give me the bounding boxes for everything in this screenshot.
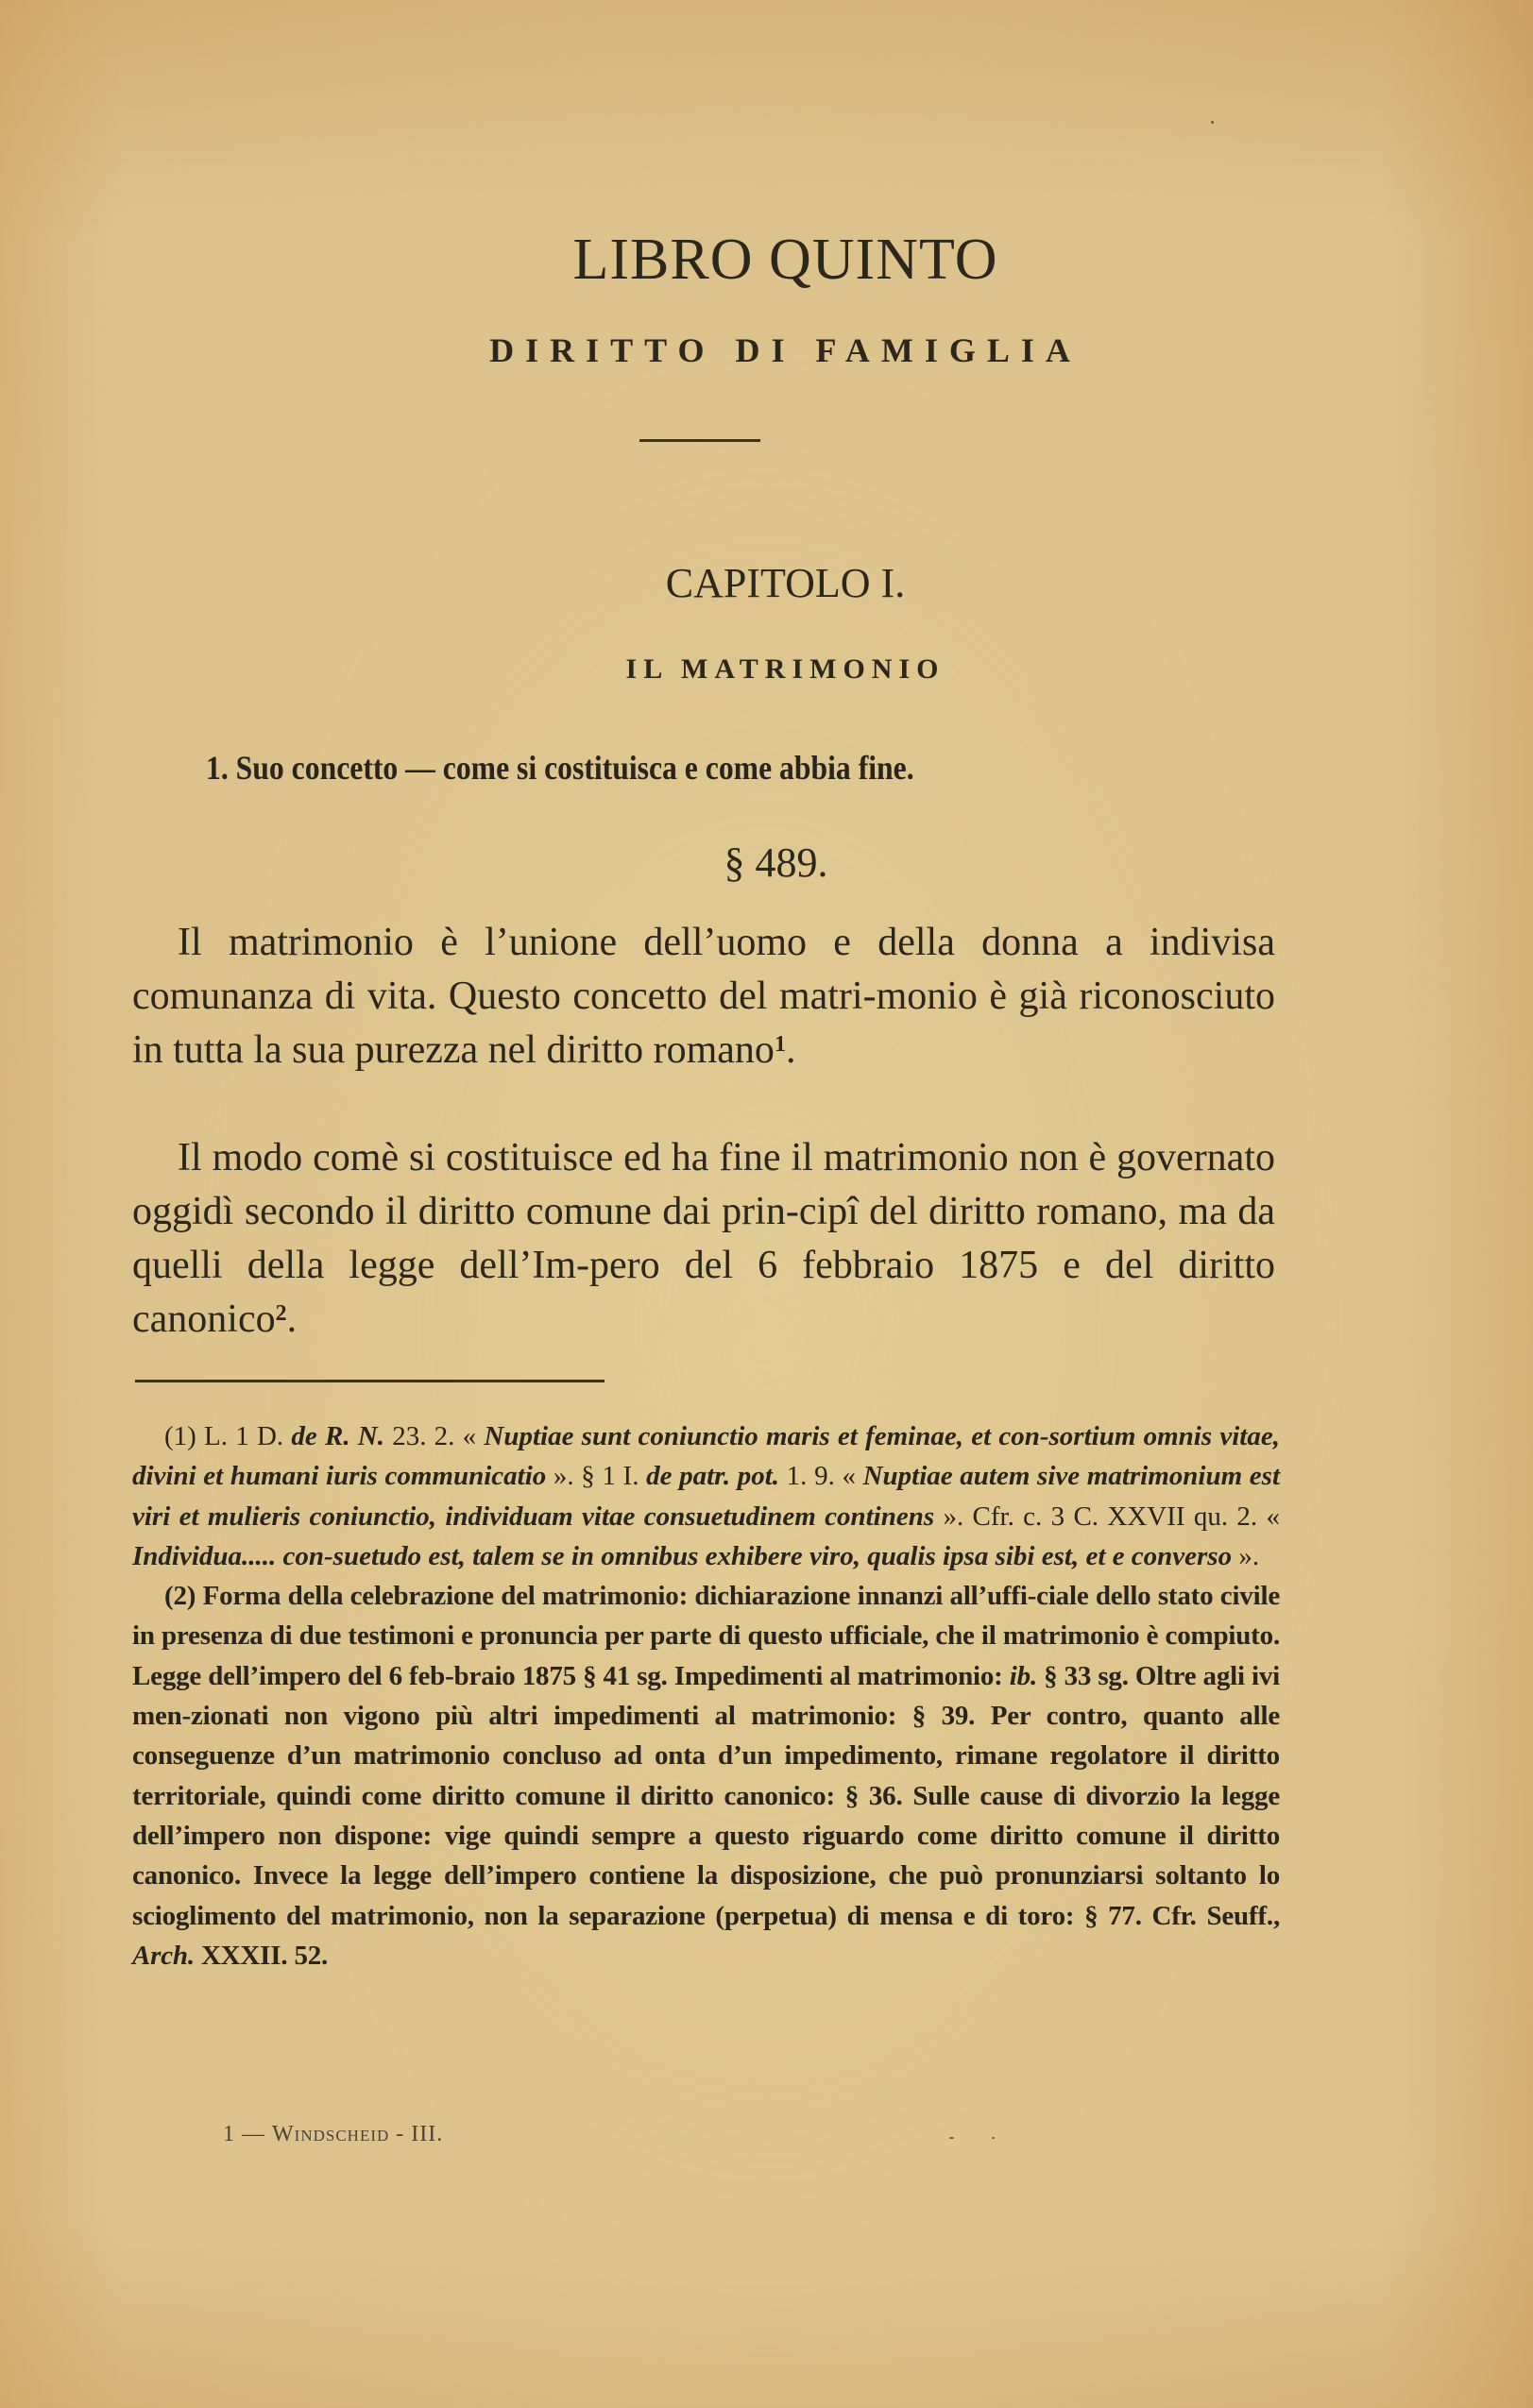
section-heading: 1. Suo concetto — come si costituisca e come abbia fine. (206, 749, 914, 787)
footnote-ref-2[interactable]: 2 (275, 1301, 287, 1326)
signature-sheet-number: 1 (223, 2122, 235, 2146)
footnote-text: ». (1232, 1540, 1260, 1571)
footnote-2 (132, 1576, 1280, 1976)
footnote-italic-text: Nuptiae autem sive matrimonium est viri et mulieris coniunctio, individuam vitae consuetudinem continens (132, 1461, 1280, 1532)
body-paragraph-2 (132, 1131, 1275, 1347)
paper-speck (1211, 121, 1214, 124)
footnote-text: 1. 9. « (779, 1461, 863, 1492)
footnote-separator-rule (135, 1380, 605, 1382)
body-paragraph-text: Il modo comè si costituisce ed ha fine il matrimonio non è governato oggidì secondo il diritto comune dai prin-cipî del diritto romano, ma da quelli della legge dell’Im-pero del 6 febbraio 1875 e del diritto canonico (132, 1136, 1275, 1341)
body-paragraph-1 (132, 916, 1275, 1077)
footnote-ref-1[interactable]: 1 (774, 1032, 786, 1057)
footnote-text: XXXII. 52. (194, 1940, 329, 1971)
footnote-text: § 33 sg. Oltre agli ivi men-zionati non vigono più altri impedimenti al matrimonio: § 39. Per contro, quanto alle conseguenze d’un matrimonio concluso ad onta d’un impedimento, rimane regolatore il diritto territoriale, quindi come diritto comune il diritto canonico: § 36. Sulle cause di divorzio la legge dell’impero non dispone: vige quindi sempre a questo riguardo come diritto comune il diritto canonico. Invece la legge dell’impero contiene la disposizione, che può pronunziarsi soltanto lo scioglimento del matrimonio, non la separazione (perpetua) di mensa e di toro: § 77. Cfr. Seuff., (132, 1660, 1280, 1931)
footnote-italic-text: de patr. pot. (646, 1461, 780, 1492)
paragraph-end: . (785, 1028, 796, 1072)
signature-dash: — (242, 2122, 265, 2146)
paper-speck (949, 2137, 954, 2139)
signature-author: Windscheid (272, 2122, 390, 2146)
footnote-text: ». § 1 I. (546, 1461, 647, 1492)
footnote-text: (1) L. 1 D. (164, 1421, 292, 1451)
footnote-text: 23. 2. « (383, 1421, 485, 1451)
signature-volume: - III. (396, 2122, 444, 2146)
footnote-italic-text: Individua..... con-suetudo est, talem se in omnibus exhibere viro, qualis ipsa sibi est, et e converso (132, 1540, 1233, 1571)
footnote-italic-text: ib. (1009, 1660, 1037, 1691)
book-subtitle: DIRITTO DI FAMIGLIA (489, 331, 1082, 369)
footnotes (132, 1416, 1280, 1976)
footnote-text: (2) Forma della celebrazione del matrimonio: dichiarazione innanzi all’uffi-ciale dello stato civile in presenza di due testimoni e pronuncia per parte di questo ufficiale, che il matrimonio è compiuto. Legge dell’impero del 6 feb-braio 1875 § 41 sg. Impedimenti al matrimonio: (132, 1581, 1280, 1691)
book-title: LIBRO QUINTO (572, 228, 998, 292)
body-paragraph-text: Il matrimonio è l’unione dell’uomo e della donna a indivisa comunanza di vita. Questo concetto del matri-monio è già riconosciuto in tutta la sua purezza nel diritto romano (132, 921, 1275, 1072)
paragraph-end: . (286, 1297, 298, 1341)
printer-signature (223, 2122, 443, 2147)
paragraph-number: § 489. (724, 839, 828, 886)
footnote-italic-text: Arch. (132, 1940, 195, 1971)
footnote-text: ». Cfr. c. 3 C. XXVII qu. 2. « (934, 1501, 1280, 1532)
title-divider-rule (639, 439, 760, 442)
footnote-italic-text: de R. N. (291, 1421, 384, 1451)
chapter-title: CAPITOLO I. (665, 560, 906, 606)
paper-speck (992, 2137, 995, 2139)
footnote-1 (132, 1416, 1280, 1576)
chapter-subtitle: IL MATRIMONIO (625, 653, 945, 685)
footnote-italic-text: Nuptiae sunt coniunctio maris et feminae, et con-sortium omnis vitae, divini et humani iuris communicatio (132, 1421, 1280, 1492)
